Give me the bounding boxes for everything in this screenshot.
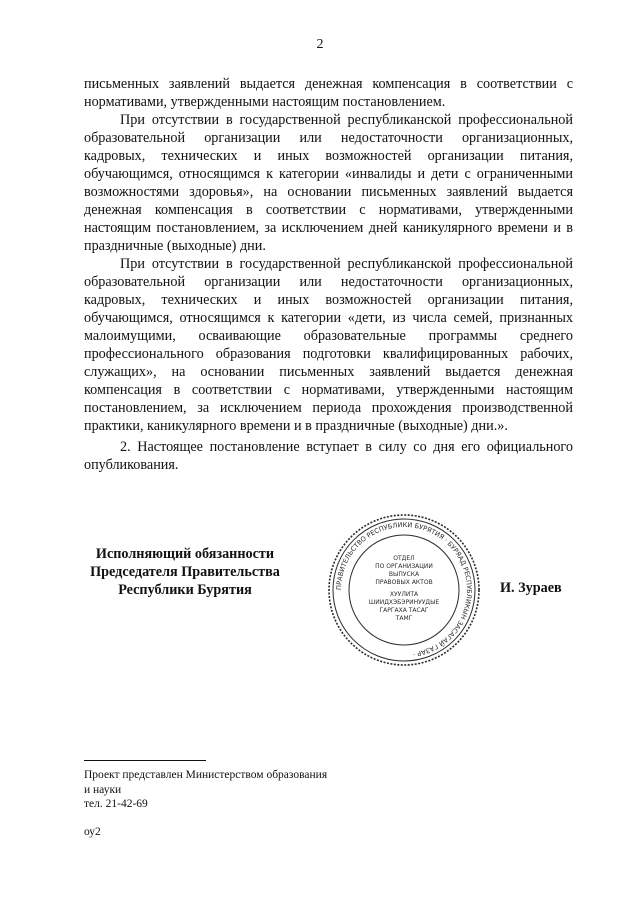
signatory-name: И. Зураев <box>500 580 562 596</box>
signatory-title-line: Исполняющий обязанности <box>95 546 275 562</box>
paragraph-effective-date <box>84 438 573 474</box>
signatory-title-line: Председателя Правительства <box>90 564 280 580</box>
paragraph-text: При отсутствии в государственной республиканской профессиональной образовательной организации или недостаточности организационных, кадровых, технических и иных возможностей организации питания, обучающимся, относящимся к категории «дети, из числа семей, признанных малоимущими, осваивающие образовательные программы среднего профессионального образования подготовки квалифицированных рабочих, служащих», на основании письменных заявлений выдается денежная компенсация в соответствии с нормативами, утвержденными настоящим постановлением, за исключением периода прохождения производственной практики, каникулярного времени и в праздничные (выходные) дни.». <box>84 256 573 434</box>
seal-outer-text: ПРАВИТЕЛЬСТВО РЕСПУБЛИКИ БУРЯТИЯ · БУРЯАД РЕСПУБЛИКЫН ЗАСАГАЙ ГАЗАР · <box>334 520 474 659</box>
paragraph-continuation <box>84 75 573 111</box>
paragraph-disabled-students <box>84 111 573 255</box>
footnote-divider <box>84 760 206 761</box>
paragraph-text: При отсутствии в государственной республиканской профессиональной образовательной организации или недостаточности организационных, кадровых, технических и иных возможностей организации питания, обучающимся, относящимся к категории «инвалиды и дети с ограниченными возможностями здоровья», на основании письменных заявлений выдается денежная компенсация в соответствии с нормативами, утвержденными настоящим постановлением, за исключением дней каникулярного времени и в праздничные (выходные) дни. <box>84 112 573 254</box>
seal-line: ГАРГАХА ТАСАГ <box>379 607 429 614</box>
seal-line: ОТДЕЛ <box>393 555 415 562</box>
footnote <box>84 768 327 812</box>
seal-inner-ring <box>349 535 459 645</box>
page-number: 2 <box>316 37 324 52</box>
paragraph-text: 2. Настоящее постановление вступает в силу со дня его официального опубликования. <box>84 439 573 473</box>
signatory-title-line: Республики Бурятия <box>118 582 252 598</box>
signatory-title <box>60 545 310 599</box>
seal-line: ТАМГ <box>395 615 413 622</box>
seal-line: ХУУЛИТА <box>389 591 419 598</box>
seal-ring <box>333 519 475 661</box>
official-seal <box>326 512 482 668</box>
footnote-line: тел. 21-42-69 <box>84 798 148 810</box>
paragraph-text: письменных заявлений выдается денежная компенсация в соответствии с нормативами, утвержденными настоящим постановлением. <box>84 76 573 110</box>
paragraph-low-income-students <box>84 255 573 435</box>
footnote-line: и науки <box>84 783 122 796</box>
seal-outer-ring <box>329 515 479 665</box>
seal-line: ВЫПУСКА <box>388 571 420 578</box>
seal-line: ПРАВОВЫХ АКТОВ <box>375 579 433 586</box>
seal-line: ШИИДХЭБЭРИНУУДЫЕ <box>368 599 440 606</box>
footnote-line: Проект представлен Министерством образования <box>84 769 328 781</box>
document-code: оу2 <box>84 826 101 838</box>
seal-line: ПО ОРГАНИЗАЦИИ <box>375 563 433 570</box>
